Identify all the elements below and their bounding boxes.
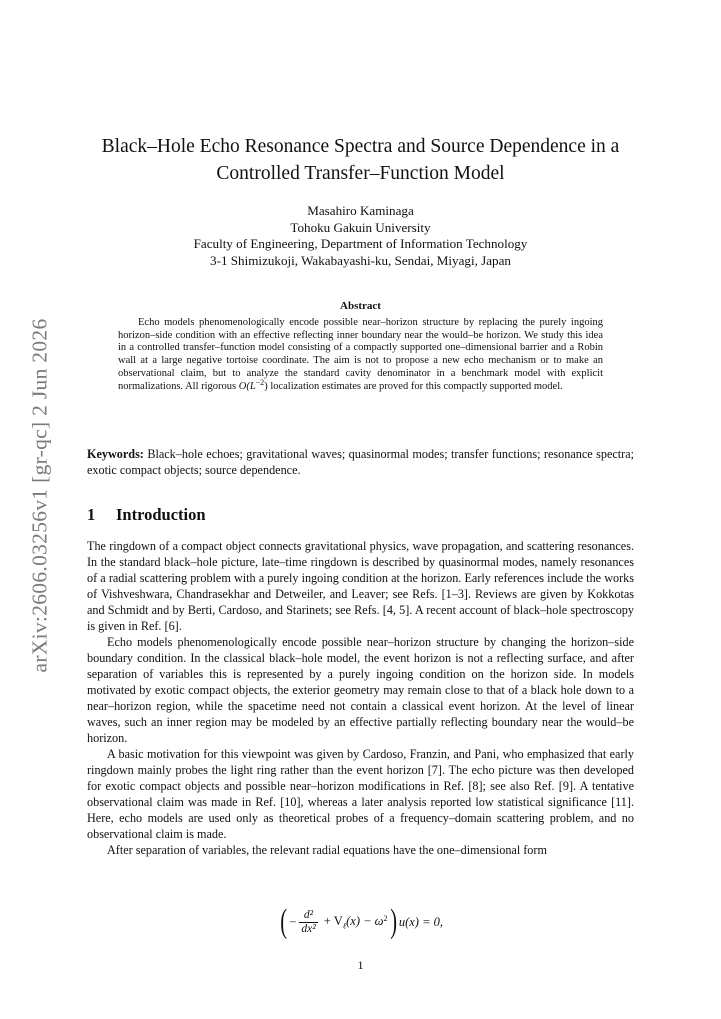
arxiv-id-text: arXiv:2606.03256v1 [gr-qc] 2 Jun 2026	[27, 317, 52, 673]
title-line-1: Black–Hole Echo Resonance Spectra and Source Dependence in a	[101, 136, 620, 157]
section-number: 1	[87, 505, 96, 524]
abstract-text-1: Echo models phenomenologically encode possible near–horizon structure by replacing the purely ingoing horizon–side condition with an effective reflecting inner boundary near the would–be horizon. We study this idea in a controlled transfer–function model consisting of a compactly supported one–dimensional barrier and a Robin wall at a large negative tortoise coordinate. The aim is not to propose a new echo mechanism or to make an observational claim, but to analyze the standard cavity denominator in a benchmark model with explicit normalizations. All rigorous	[118, 317, 603, 392]
section-heading	[87, 505, 206, 525]
paper-title	[87, 133, 634, 187]
keywords	[87, 446, 634, 478]
section-body	[87, 538, 634, 858]
equation-rhs: u(x) = 0,	[398, 914, 444, 929]
keywords-text: Black–hole echoes; gravitational waves; quasinormal modes; transfer functions; resonance spectra; exotic compact objects; source dependence.	[87, 447, 634, 477]
abstract-math-exponent: −2	[255, 377, 265, 387]
author-block	[87, 203, 634, 269]
abstract-math-base: O(L	[238, 380, 256, 392]
fraction-denominator: dx²	[301, 922, 316, 935]
title-line-2: Controlled Transfer–Function Model	[216, 163, 505, 184]
author-address: 3-1 Shimizukoji, Wakabayashi-ku, Sendai, Miyagi, Japan	[210, 252, 511, 268]
second-derivative-fraction	[299, 909, 317, 936]
keywords-label: Keywords:	[87, 447, 144, 461]
page-number: 1	[357, 958, 364, 972]
abstract-body	[118, 317, 603, 393]
section-title: Introduction	[116, 505, 206, 524]
paragraph-2: Echo models phenomenologically encode possible near–horizon structure by changing the horizon–side boundary condition. In the classical black–hole model, the event horizon is not a reflecting surface, and after separation of variables this is represented by a purely ingoing condition on the horizon side. In models motivated by exotic compact objects, the exterior geometry may remain close to that of a black hole down to a near–horizon region, while the spacetime need not contain a classical event horizon. At the level of linear waves, such an inner region may be modeled by an effective partially reflecting boundary near the would–be horizon.	[87, 635, 634, 745]
left-paren: (	[280, 903, 288, 940]
paragraph-3: A basic motivation for this viewpoint was given by Cardoso, Franzin, and Pani, who emphasized that early ringdown mainly probes the light ring rather than the event horizon [7]. The echo picture was then developed for exotic compact objects and possible near–horizon modifications in Ref. [8]; see also Ref. [9]. A tentative observational claim was made in Ref. [10], whereas a later analysis reported low statistical significance [11]. Here, echo models are used only as theoretical probes of a frequency–domain scattering problem, and no observational claim is made.	[87, 747, 634, 841]
author-name: Masahiro Kaminaga	[307, 203, 414, 218]
paragraph-1: The ringdown of a compact object connects gravitational physics, wave propagation, and scattering resonances. In the standard black–hole picture, late–time ringdown is described by quasinormal modes, namely resonances of a radial scattering problem with a purely ingoing condition at the horizon. Early references include the works of Vishveshwara, Chandrasekhar and Detweiler, and Leaver; see Refs. [1–3]. Reviews are given by Kokkotas and Schmidt and by Berti, Cardoso, and Starinets; see Refs. [4, 5]. A recent account of black–hole spectroscopy is given in Ref. [6].	[87, 539, 634, 633]
abstract-text-2: localization estimates are proved for this compactly supported model.	[267, 380, 563, 392]
paragraph-4: After separation of variables, the relevant radial equations have the one–dimensional form	[107, 843, 547, 857]
arxiv-identifier-sidebar	[20, 310, 60, 680]
author-university: Tohoku Gakuin University	[290, 219, 431, 235]
abstract-math-close: )	[264, 380, 268, 392]
potential-term: + $V_\ell(x) - \omega^2$	[323, 913, 388, 931]
author-faculty: Faculty of Engineering, Department of Information Technology	[193, 236, 528, 251]
minus-sign: −	[289, 914, 297, 929]
radial-equation	[87, 901, 634, 943]
fraction-numerator: d²	[303, 908, 314, 921]
right-paren: )	[389, 903, 397, 940]
abstract-heading: Abstract	[340, 300, 381, 312]
